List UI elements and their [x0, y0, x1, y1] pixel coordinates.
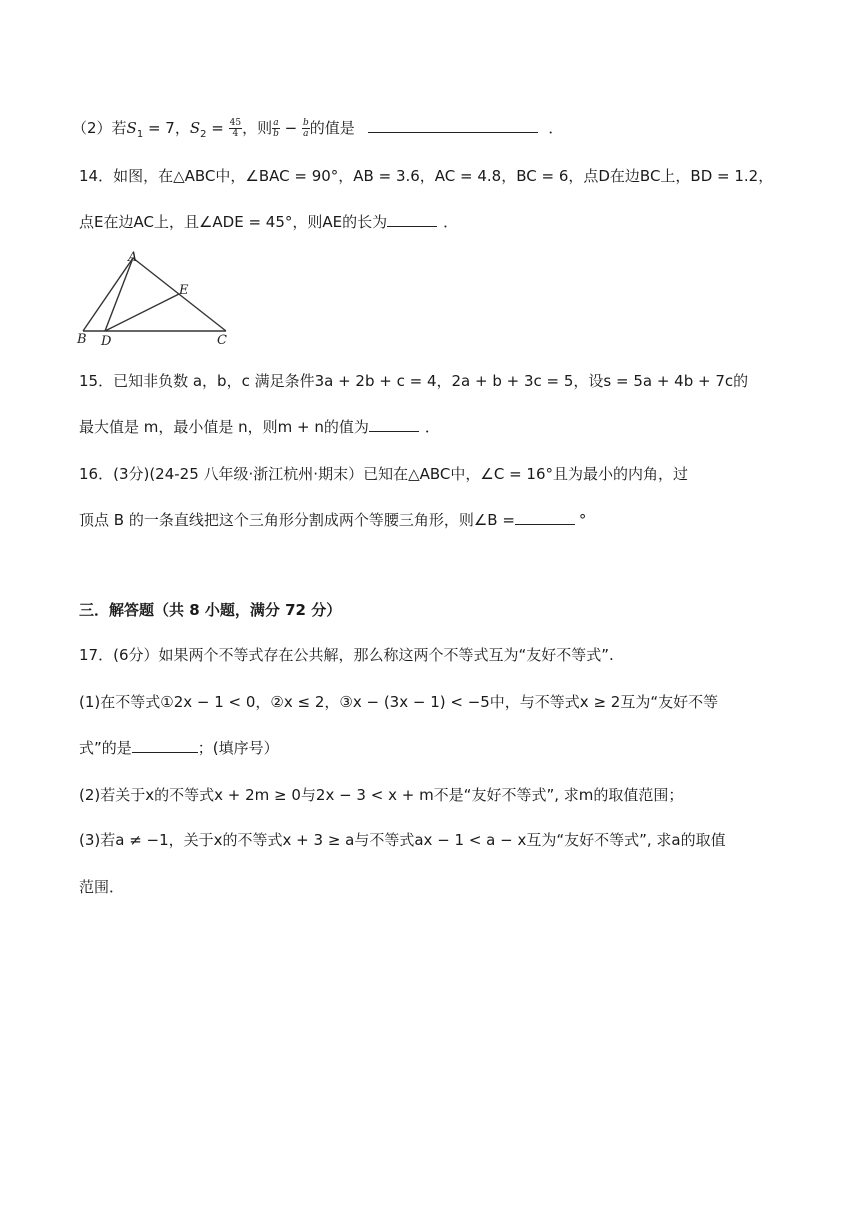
q14-line1: 14．如图，在△ABC中，∠BAC = 90°，AB = 3.6，AC = 4.8，BC = 6，点D在边BC上，BD = 1.2， [79, 167, 774, 185]
segment-ad [105, 258, 133, 331]
answer-blank[interactable] [132, 738, 198, 753]
label-a: A [128, 250, 138, 265]
label-b: B [77, 332, 87, 347]
q16-line2-text: 顶点 B 的一条直线把这个三角形分割成两个等腰三角形，则∠B = [79, 511, 515, 529]
q14-period: ． [443, 213, 459, 231]
q15-line2 [79, 417, 440, 437]
q17-intro: 17．(6分）如果两个不等式存在公共解，那么称这两个不等式互为“友好不等式”. [79, 646, 614, 664]
label-d: D [101, 334, 112, 348]
q17-part3-line1: (3)若a ≠ −1，关于x的不等式x + 3 ≥ a与不等式ax − 1 < a − x互为“友好不等式”, 求a的取值 [79, 831, 726, 849]
s1-sub: 1 [136, 129, 144, 140]
s1-value: = 7， [143, 119, 190, 137]
q17-part1-line2 [79, 738, 279, 758]
s2-eq: = [206, 119, 229, 137]
q14-line2-text: 点E在边AC上，且∠ADE = 45°，则AE的长为 [79, 213, 388, 231]
fraction-a-b [272, 118, 280, 139]
frac-num: 45 [229, 118, 242, 128]
frac-b-den: a [303, 129, 309, 139]
q15-period: ． [424, 418, 440, 436]
answer-blank[interactable] [387, 212, 437, 227]
frac-den: 4 [232, 129, 239, 139]
q15-line1: 15．已知非负数 a，b，c 满足条件3a + 2b + c = 4，2a + b + 3c = 5，设s = 5a + 4b + 7c的 [79, 372, 749, 390]
s2-sub: 2 [200, 129, 207, 140]
fraction-b-a [302, 118, 310, 139]
q13-mid: ，则 [242, 119, 273, 137]
answer-blank[interactable] [515, 510, 575, 525]
frac-a-num: a [273, 118, 279, 128]
s1-symbol: S [126, 119, 137, 137]
q17-part1-line1: (1)在不等式①2x − 1 < 0，②x ≤ 2，③x − (3x − 1) < −5中，与不等式x ≥ 2互为“友好不等 [79, 693, 719, 711]
q17-part2: (2)若关于x的不等式x + 2m ≥ 0与2x − 3 < x + m不是“友好不等式”, 求m的取值范围； [79, 786, 684, 804]
q16-line2 [79, 510, 586, 530]
q13-prefix: （2）若 [72, 119, 127, 137]
q13-end: ． [548, 119, 564, 137]
fraction-45-4 [229, 118, 242, 139]
frac-b-num: b [302, 118, 309, 128]
s2-symbol: S [189, 119, 201, 137]
q14-line2 [79, 212, 458, 232]
q16-line1: 16．(3分)(24-25 八年级·浙江杭州·期末）已知在△ABC中，∠C = 16°且为最小的内角，过 [79, 465, 688, 483]
q13-part2 [72, 118, 563, 145]
section-heading: 三．解答题（共 8 小题，满分 72 分） [79, 601, 342, 619]
triangle-figure [74, 248, 244, 348]
answer-blank[interactable] [368, 118, 538, 133]
minus-sign: − [279, 119, 302, 137]
answer-blank[interactable] [369, 417, 419, 432]
q17-part1-text: 式”的是 [79, 739, 132, 757]
frac-a-den: b [273, 129, 279, 139]
label-e: E [179, 283, 189, 298]
q13-suffix: 的值是 [309, 119, 355, 137]
q15-line2-text: 最大值是 m，最小值是 n，则m + n的值为 [79, 418, 369, 436]
label-c: C [217, 333, 227, 348]
q17-part1-hint: ；(填序号） [197, 739, 279, 757]
segment-de [105, 294, 179, 331]
degree-sign: ° [578, 511, 587, 529]
q17-part3-line2: 范围． [79, 878, 125, 896]
